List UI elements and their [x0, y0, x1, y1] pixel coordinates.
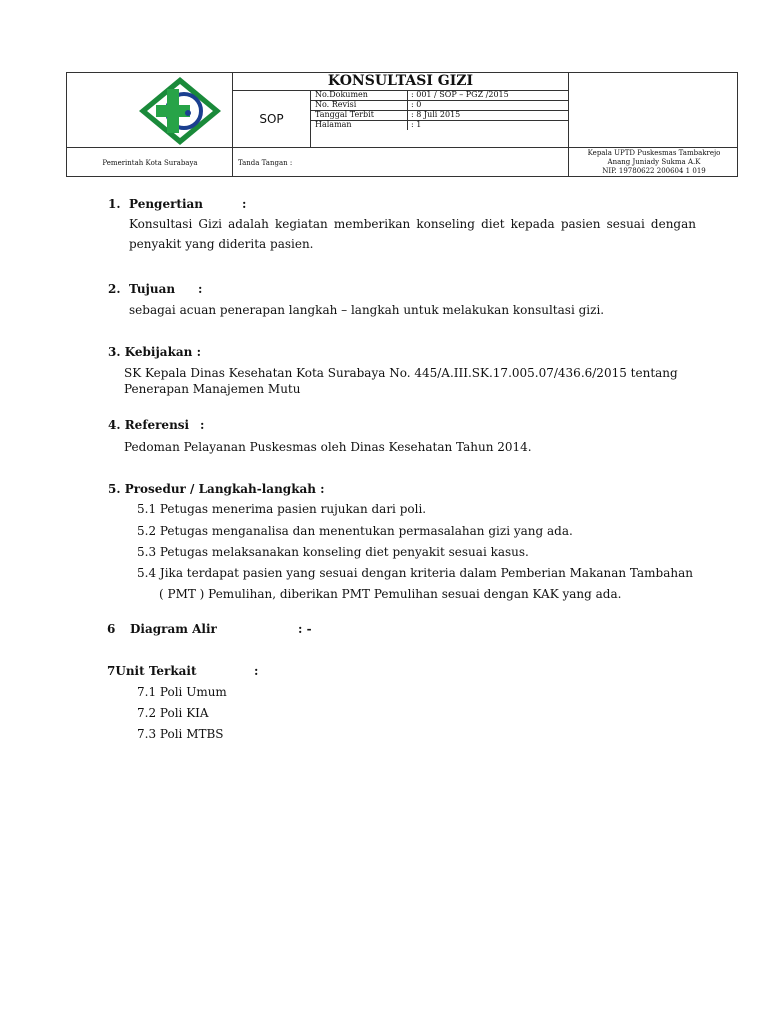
section-text: Penerapan Manajemen Mutu	[124, 382, 301, 396]
section-title: 3. Kebijakan :	[108, 345, 201, 359]
info-value: : 1	[411, 120, 422, 129]
section-text: sebagai acuan penerapan langkah – langkah untuk melakukan konsultasi gizi.	[129, 303, 605, 317]
section-value: : -	[298, 622, 312, 636]
section-title: 7Unit Terkait	[107, 664, 197, 678]
list-item: ( PMT ) Pemulihan, diberikan PMT Pemulihan sesuai dengan KAK yang ada.	[159, 587, 622, 601]
section-title: Diagram Alir	[130, 622, 217, 636]
list-item: 7.3 Poli MTBS	[137, 727, 224, 741]
section-number: 1.	[108, 197, 121, 211]
sop-label: SOP	[259, 112, 284, 126]
info-row	[315, 100, 565, 110]
list-item: 7.2 Poli KIA	[137, 706, 209, 720]
section-text: Konsultasi Gizi adalah kegiatan memberikan konseling diet kepada pasien sesuai dengan penyakit yang diderita pasien.	[129, 217, 696, 251]
list-item: 5.3 Petugas melaksanakan konseling diet penyakit sesuai kasus.	[137, 545, 529, 559]
info-value: : 0	[411, 100, 422, 109]
list-item: 5.1 Petugas menerima pasien rujukan dari poli.	[137, 502, 427, 516]
signatory-nip: NIP. 19780622 200604 1 019	[602, 167, 706, 175]
info-key: Halaman	[315, 120, 352, 129]
signature-label: Tanda Tangan :	[238, 158, 293, 167]
section-colon: :	[200, 418, 205, 432]
info-value: : 8 Juli 2015	[411, 110, 461, 119]
puskesmas-logo-icon	[137, 75, 223, 147]
section-colon: :	[242, 197, 247, 211]
document-title: KONSULTASI GIZI	[327, 73, 474, 89]
list-item: 7.1 Poli Umum	[137, 685, 227, 699]
section-title: Tujuan	[129, 282, 176, 296]
section-number: 6	[107, 622, 116, 636]
section-colon: :	[198, 282, 203, 296]
section-title: 5. Prosedur / Langkah-langkah :	[108, 482, 325, 496]
sop-header-table	[66, 72, 738, 177]
signatory-block	[569, 148, 739, 177]
signatory-name: Anang Juniady Sukma A.K	[607, 158, 701, 166]
section-title: 4. Referensi	[108, 418, 190, 432]
section-number: 2.	[108, 282, 121, 296]
signatory-title: Kepala UPTD Puskesmas Tambakrejo	[587, 149, 721, 157]
info-row	[315, 120, 565, 130]
section-text: Pedoman Pelayanan Puskesmas oleh Dinas Kesehatan Tahun 2014.	[124, 440, 532, 454]
info-row	[315, 90, 565, 100]
government-label: Pemerintah Kota Surabaya	[102, 158, 198, 167]
list-item: 5.4 Jika terdapat pasien yang sesuai dengan kriteria dalam Pemberian Makanan Tambahan	[137, 566, 693, 580]
header-divider	[310, 90, 311, 147]
list-item: 5.2 Petugas menganalisa dan menentukan permasalahan gizi yang ada.	[137, 524, 573, 538]
info-key: Tanggal Terbit	[315, 110, 374, 119]
section-title: Pengertian	[129, 197, 204, 211]
info-value: : 001 / SOP – PGZ /2015	[411, 90, 509, 99]
info-key: No. Revisi	[315, 100, 357, 109]
info-key: No.Dokumen	[315, 90, 368, 99]
info-row	[315, 110, 565, 120]
section-colon: :	[254, 664, 259, 678]
section-text: SK Kepala Dinas Kesehatan Kota Surabaya No. 445/A.III.SK.17.005.07/436.6/2015 tentang	[124, 366, 678, 380]
